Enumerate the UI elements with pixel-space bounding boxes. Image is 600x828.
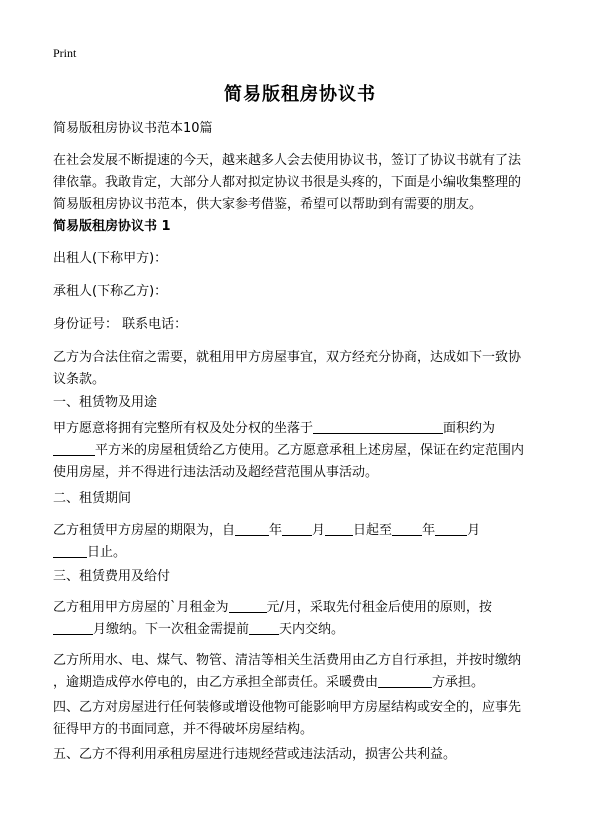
clause2-text: 乙方租赁甲方房屋的期限为，自	[53, 523, 236, 538]
clause1-paragraph	[53, 418, 553, 484]
clause3b-line	[53, 672, 553, 694]
clause4-paragraph	[53, 697, 553, 741]
clause2-heading: 二、租赁期间	[53, 491, 132, 506]
clause1-text: 平方米的房屋租赁给乙方使用。乙方愿意承租上述房屋，保证在约定范围内	[95, 443, 525, 458]
advance-days-blank	[249, 620, 279, 635]
clause3-text: 元/月，采取先付租金后使用的原则，按	[266, 600, 492, 615]
area-blank	[53, 441, 95, 456]
clause2-text: 年	[269, 523, 283, 538]
clause2-text: 月	[312, 523, 326, 538]
intro-line: 律依靠。我敢肯定，大部分人都对拟定协议书很是头疼的，下面是小编收集整理的	[53, 175, 522, 190]
end-month-blank	[435, 521, 467, 536]
rent-blank	[229, 598, 267, 613]
intro-line: 简易版租房协议书范本，供大家参考借鉴，希望可以帮助到有需要的朋友。	[53, 197, 483, 212]
clause3-line	[53, 619, 553, 641]
start-day-blank	[325, 521, 353, 536]
clause3-heading: 三、租赁费用及给付	[53, 569, 171, 584]
clause4-line: 四、乙方对房屋进行任何装修或增设他物可能影响甲方房屋结构或安全的，应事先	[53, 700, 522, 715]
document-title: 简易版租房协议书	[224, 84, 376, 105]
end-day-blank	[53, 543, 87, 558]
preamble-line: 乙方为合法住宿之需要，就租用甲方房屋事宜，双方经充分协商，达成如下一致协	[53, 350, 522, 365]
print-label: Print	[53, 46, 77, 60]
location-blank	[313, 419, 443, 434]
clause2-paragraph	[53, 520, 553, 564]
start-year-blank	[235, 521, 269, 536]
clause4-line: 征得甲方的书面同意，并不得破坏房屋结构。	[53, 722, 314, 737]
clause3-text: 天内交纳。	[279, 622, 345, 637]
clause3-line	[53, 597, 553, 619]
clause3b-text: ，逾期造成停水停电的，由乙方承担全部责任。采暖费由	[53, 675, 379, 690]
clause1-text: 甲方愿意将拥有完整所有权及处分权的坐落于	[53, 421, 314, 436]
clause2-line	[53, 520, 553, 542]
clause1-line	[53, 440, 553, 462]
clause2-text: 年	[422, 523, 436, 538]
clause2-text: 月	[467, 523, 481, 538]
clause5-paragraph: 五、乙方不得利用承租房屋进行违规经营或违法活动，损害公共利益。	[53, 747, 457, 762]
clause2-text: 日止。	[87, 545, 127, 560]
clause3b-text: 方承担。	[432, 675, 485, 690]
clause1-line: 使用房屋，并不得进行违法活动及超经营范围从事活动。	[53, 465, 379, 480]
clause3b-paragraph	[53, 650, 553, 694]
clause3b-line: 乙方所用水、电、煤气、物管、清洁等相关生活费用由乙方自行承担，并按时缴纳	[53, 653, 522, 668]
clause1-line	[53, 418, 553, 440]
clause1-text: 面积约为	[443, 421, 496, 436]
intro-line: 在社会发展不断提速的今天，越来越多人会去使用协议书，签订了协议书就有了法	[53, 153, 522, 168]
payment-period-blank	[53, 620, 93, 635]
intro-paragraph	[53, 150, 553, 216]
clause3-text: 月缴纳。下一次租金需提前	[93, 622, 250, 637]
id-phone-line: 身份证号： 联系电话：	[53, 317, 188, 332]
preamble-line: 议条款。	[53, 372, 106, 387]
section-heading: 简易版租房协议书 1	[53, 219, 171, 234]
lessee-line: 承租人(下称乙方)：	[53, 284, 168, 299]
clause3-paragraph	[53, 597, 553, 641]
clause3-text: 乙方租用甲方房屋的`月租金为	[53, 600, 229, 615]
preamble-paragraph	[53, 347, 553, 391]
end-year-blank	[392, 521, 422, 536]
start-month-blank	[282, 521, 312, 536]
heating-payer-blank	[378, 673, 432, 688]
clause1-heading: 一、租赁物及用途	[53, 395, 158, 410]
clause2-line	[53, 542, 553, 564]
subtitle: 简易版租房协议书范本10篇	[53, 121, 213, 136]
clause2-text: 日起至	[353, 523, 393, 538]
lessor-line: 出租人(下称甲方)：	[53, 251, 168, 266]
